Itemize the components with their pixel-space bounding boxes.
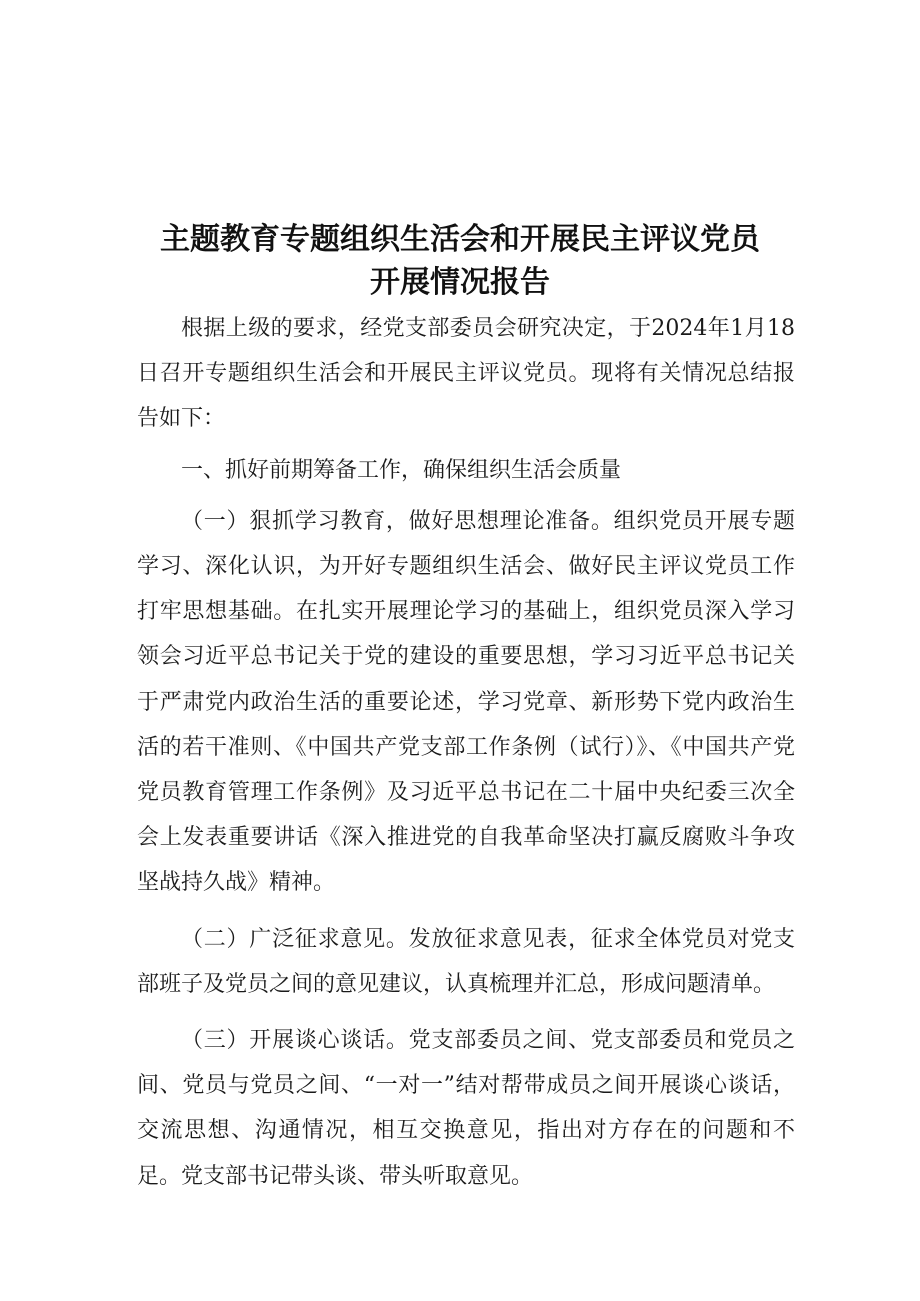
report-title-line-1: 主题教育专题组织生活会和开展民主评议党员 — [160, 222, 760, 257]
item-2-paragraph: （二）广泛征求意见。发放征求意见表，征求全体党员对党支部班子及党员之间的意见建议，认真梳理并汇总，形成问题清单。 — [137, 926, 795, 997]
report-title-line-2: 开展情况报告 — [370, 265, 550, 300]
report-body — [137, 306, 795, 1199]
item-3-paragraph: （三）开展谈心谈话。党支部委员之间、党支部委员和党员之间、党员与党员之间、“一对一”结对帮带成员之间开展谈心谈话，交流思想、沟通情况，相互交换意见，指出对方存在的问题和不足。党支部书记带头谈、带头听取意见。 — [137, 1028, 795, 1189]
item-1-paragraph: （一）狠抓学习教育，做好思想理论准备。组织党员开展专题学习、深化认识，为开好专题组织生活会、做好民主评议党员工作打牢思想基础。在扎实开展理论学习的基础上，组织党员深入学习领会习近平总书记关于党的建设的重要思想，学习习近平总书记关于严肃党内政治生活的重要论述，学习党章、新形势下党内政治生活的若干准则、《中国共产党支部工作条例（试行）》、《中国共产党党员教育管理工作条例》及习近平总书记在二十届中央纪委三次全会上发表重要讲话《深入推进党的自我革命坚决打赢反腐败斗争攻坚战持久战》精神。 — [137, 508, 795, 896]
section-heading-1: 一、抓好前期筹备工作，确保组织生活会质量 — [181, 457, 622, 483]
intro-paragraph: 根据上级的要求，经党支部委员会研究决定，于2024年1月18日召开专题组织生活会和开展民主评议党员。现将有关情况总结报告如下： — [137, 316, 795, 432]
